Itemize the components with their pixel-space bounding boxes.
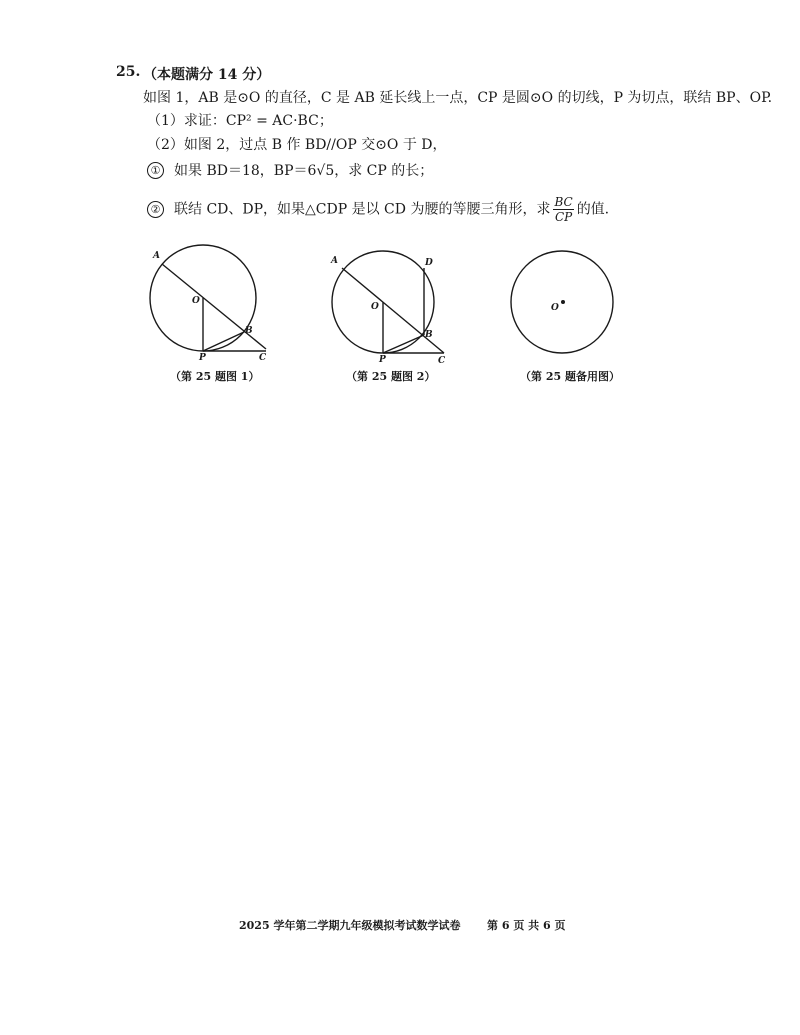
- fig1-line-AC: [162, 264, 266, 349]
- fig1-label-O: O: [192, 296, 200, 306]
- fig1-label-B: B: [245, 326, 253, 336]
- fig2-label-A: A: [331, 256, 338, 266]
- fraction-numerator: BC: [554, 195, 573, 209]
- fig2-label-D: D: [425, 258, 433, 268]
- fig2-label-B: B: [425, 330, 433, 340]
- fig1-label-A: A: [153, 251, 160, 261]
- fig1-label-P: P: [199, 353, 206, 363]
- fig1-chord-PB: [203, 332, 244, 351]
- fig1-label-C: C: [259, 353, 267, 363]
- fig2-label-O: O: [371, 302, 379, 312]
- fig2-label-C: C: [438, 356, 446, 366]
- geometry-figures: [0, 0, 800, 400]
- fig3-caption: （第 25 题备用图）: [520, 370, 620, 383]
- fig2-label-P: P: [379, 355, 386, 365]
- sub-question-1-text: 如果 BD＝18，BP＝6√5，求 CP 的长；: [174, 163, 434, 179]
- fig3-label-O: O: [551, 303, 559, 313]
- part-2: （2）如图 2，过点 B 作 BD//OP 交⊙O 于 D，: [147, 137, 447, 153]
- sub-question-1-mark: ①: [147, 162, 164, 179]
- question-stem: 如图 1，AB 是⊙O 的直径，C 是 AB 延长线上一点，CP 是圆⊙O 的切线，P 为切点，联结 BP、OP.: [143, 90, 773, 106]
- fig2-chord-PB: [383, 335, 424, 353]
- fraction-denominator: CP: [554, 210, 573, 224]
- sub-question-2-mark: ②: [147, 201, 164, 218]
- question-score: （本题满分 14 分）: [143, 67, 271, 83]
- fig3-center-dot: [561, 300, 565, 304]
- sub-question-2-tail: 的值.: [576, 201, 610, 218]
- fig1-caption: （第 25 题图 1）: [170, 370, 260, 383]
- part-1: （1）求证：CP² = AC·BC；: [147, 113, 333, 129]
- footer-title: 2025 学年第二学期九年级模拟考试数学试卷: [239, 919, 461, 932]
- question-number: 25.: [116, 64, 141, 80]
- sub-question-2-text: 联结 CD、DP，如果△CDP 是以 CD 为腰的等腰三角形，求: [174, 201, 551, 218]
- footer-page-number: 第 6 页 共 6 页: [487, 919, 566, 932]
- fig2-caption: （第 25 题图 2）: [346, 370, 436, 383]
